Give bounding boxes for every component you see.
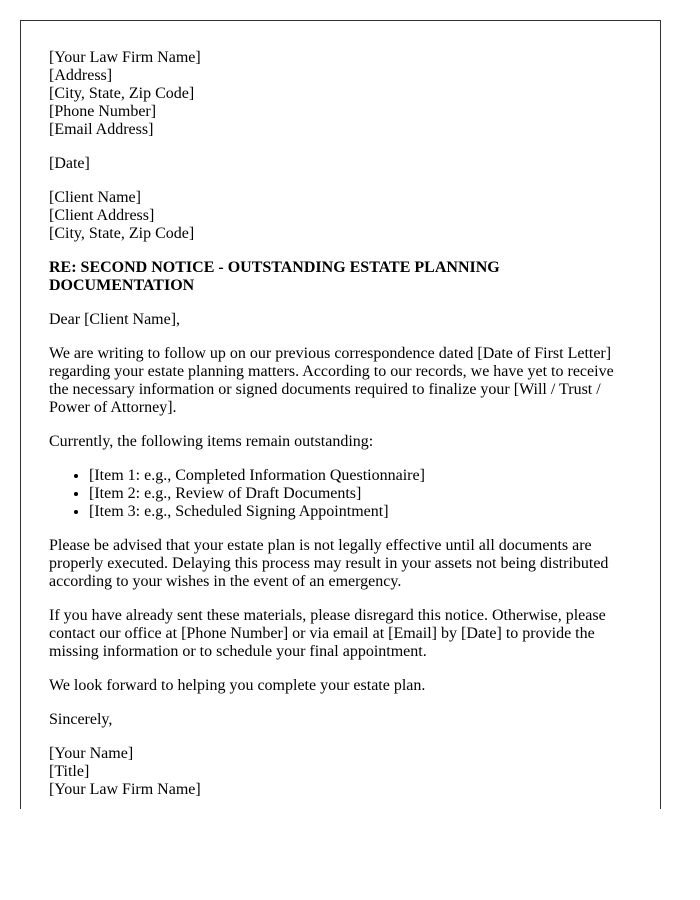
recipient-address: [Client Address]	[49, 207, 155, 224]
signer-name: [Your Name]	[49, 745, 134, 762]
subject-line: RE: SECOND NOTICE - OUTSTANDING ESTATE PLANNING DOCUMENTATION	[49, 259, 500, 294]
outstanding-items-list	[49, 467, 632, 521]
closing: Sincerely,	[49, 711, 113, 728]
sender-city: [City, State, Zip Code]	[49, 85, 195, 102]
sender-email: [Email Address]	[49, 121, 154, 138]
sender-block	[49, 49, 632, 139]
sender-address: [Address]	[49, 67, 113, 84]
body-paragraph-3: Please be advised that your estate plan is not legally effective until all documents are properly executed. Delaying this process may result in your assets not being distributed according to your wishes in the event of an emergency.	[49, 537, 609, 590]
signature-block	[49, 745, 632, 799]
sender-phone: [Phone Number]	[49, 103, 157, 120]
body-paragraph-2: Currently, the following items remain outstanding:	[49, 433, 374, 450]
recipient-block	[49, 189, 632, 243]
list-item: • [Item 2: e.g., Review of Draft Documents]	[89, 485, 632, 503]
body-paragraph-4: If you have already sent these materials, please disregard this notice. Otherwise, please contact our office at [Phone Number] or via email at [Email] by [Date] to provide the missing information or to schedule your final appointment.	[49, 607, 606, 660]
list-item: • [Item 3: e.g., Scheduled Signing Appointment]	[89, 503, 632, 521]
body-paragraph-1: We are writing to follow up on our previous correspondence dated [Date of First Letter] regarding your estate planning matters. According to our records, we have yet to receive the necessary information or signed documents required to finalize your [Will / Trust / Power of Attorney].	[49, 345, 614, 416]
signer-firm: [Your Law Firm Name]	[49, 781, 201, 798]
sender-firm-name: [Your Law Firm Name]	[49, 49, 201, 66]
list-item: • [Item 1: e.g., Completed Information Questionnaire]	[89, 467, 632, 485]
letter-page	[20, 20, 661, 809]
recipient-city: [City, State, Zip Code]	[49, 225, 195, 242]
salutation: Dear [Client Name],	[49, 311, 181, 328]
body-paragraph-5: We look forward to helping you complete your estate plan.	[49, 677, 426, 694]
recipient-name: [Client Name]	[49, 189, 141, 206]
signer-title: [Title]	[49, 763, 90, 780]
letter-date: [Date]	[49, 155, 90, 172]
